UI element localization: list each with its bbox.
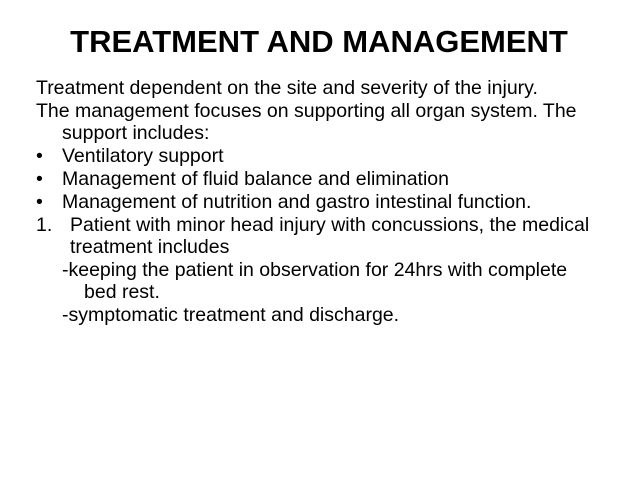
slide-body	[36, 77, 596, 327]
numbered-text: Patient with minor head injury with concussions, the medical treatment includes	[70, 214, 590, 258]
numbered-item	[36, 214, 596, 258]
bullet-item	[36, 168, 596, 190]
paragraph-management: The management focuses on supporting all organ system. The support includes:	[36, 100, 577, 144]
bullet-marker: •	[36, 168, 43, 190]
paragraph-treatment: Treatment dependent on the site and severity of the injury.	[36, 77, 538, 99]
bullet-text: Management of fluid balance and elimination	[62, 168, 450, 190]
sub-item-discharge: -symptomatic treatment and discharge.	[62, 304, 400, 326]
bullet-marker: •	[36, 191, 43, 213]
bullet-text: Management of nutrition and gastro intestinal function.	[62, 191, 532, 213]
slide-title: TREATMENT AND MANAGEMENT	[70, 24, 568, 59]
bullet-marker: •	[36, 145, 43, 167]
sub-item-observation: -keeping the patient in observation for 24hrs with complete bed rest.	[62, 259, 568, 303]
bullet-item	[36, 191, 596, 213]
bullet-item	[36, 145, 596, 167]
bullet-text: Ventilatory support	[62, 145, 224, 167]
number-marker: 1.	[36, 214, 53, 236]
